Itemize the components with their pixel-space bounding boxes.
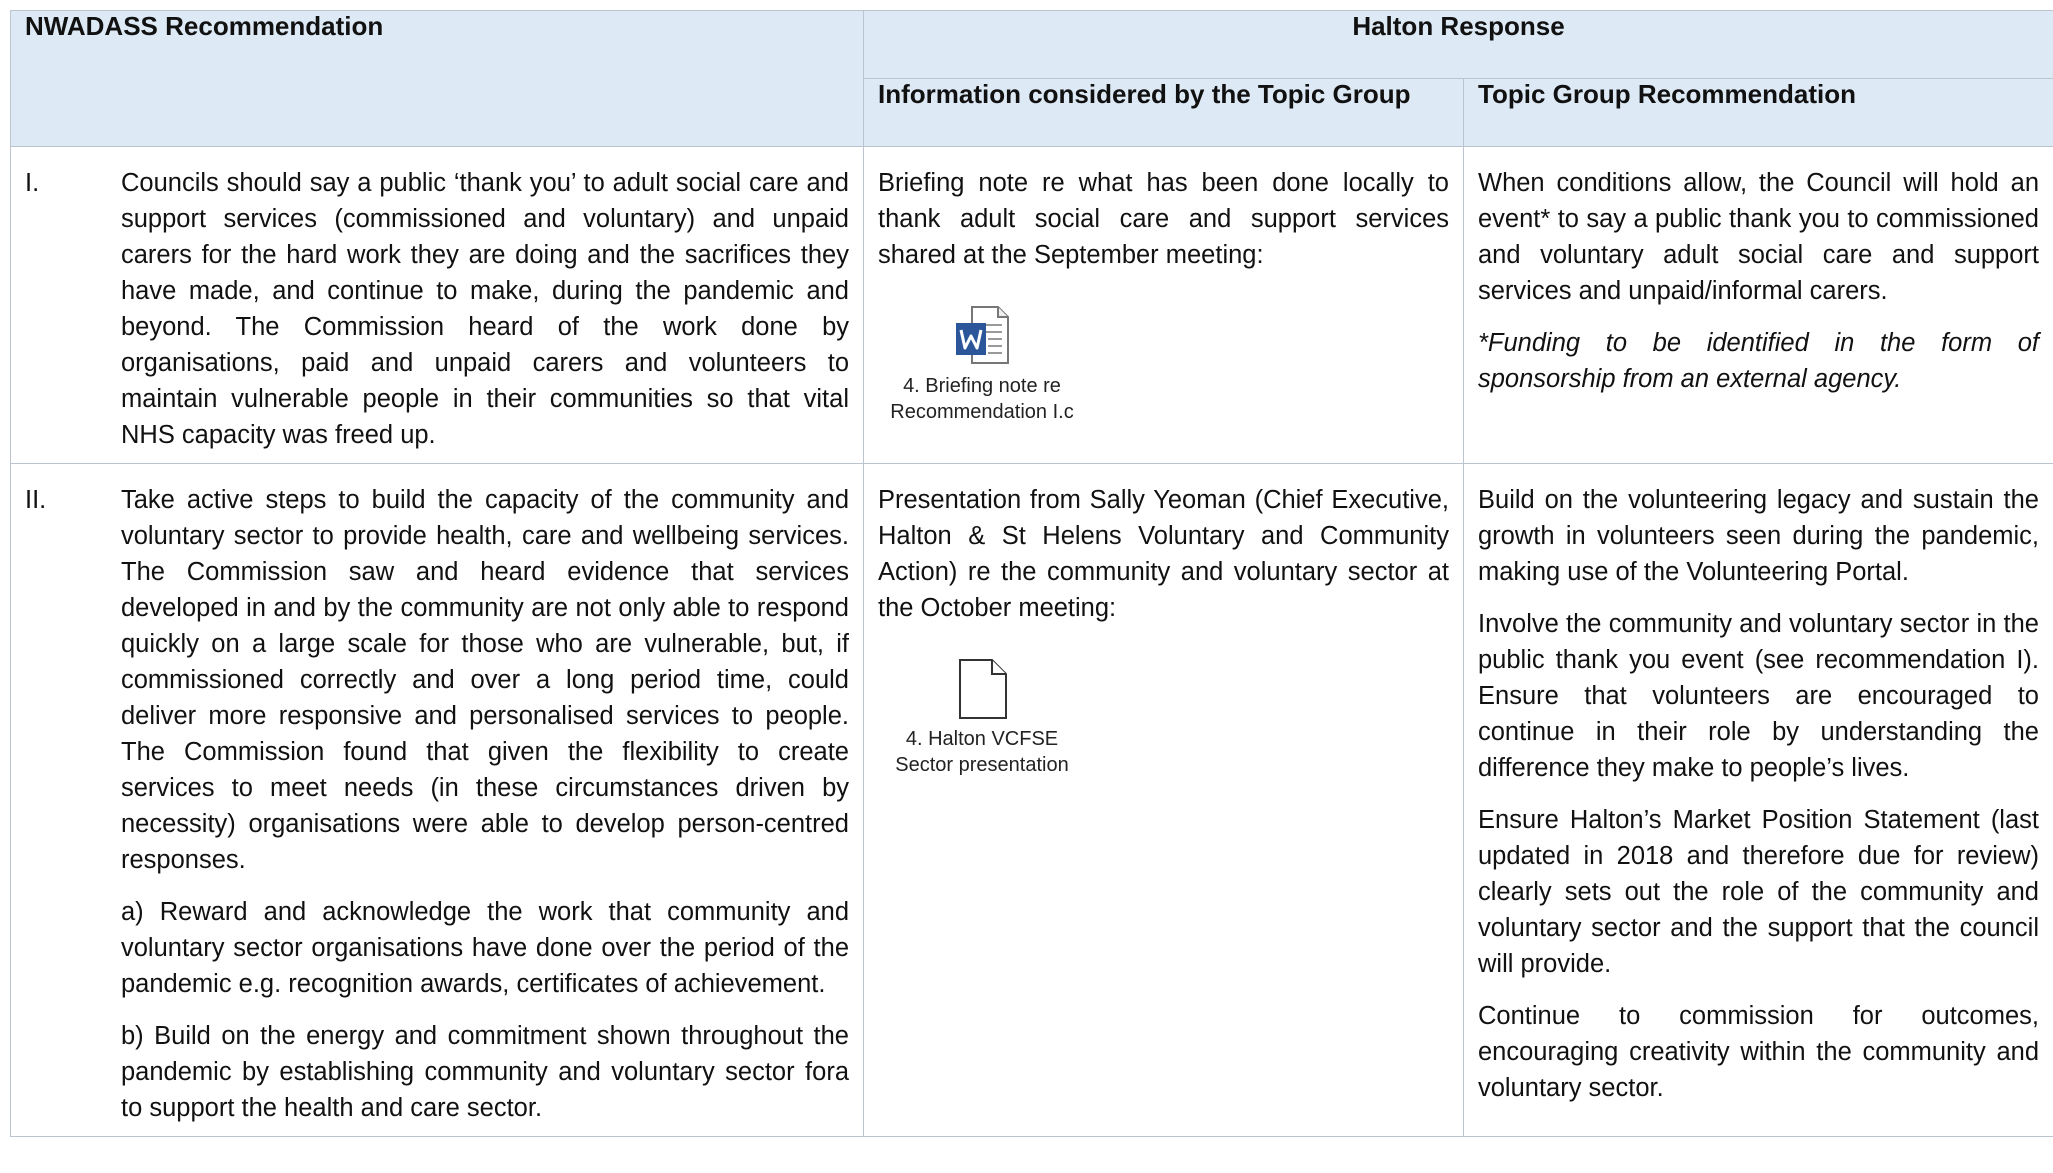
recommendation-cell bbox=[11, 464, 864, 1137]
topic-paragraph: Involve the community and voluntary sector in the public thank you event (see recommendation I). Ensure that volunteers are encouraged to continue in their role by understanding the difference they make to people’s lives. bbox=[1478, 610, 2039, 782]
header-info-considered: Information considered by the Topic Group bbox=[864, 79, 1464, 147]
info-text: Briefing note re what has been done locally to thank adult social care and support services shared at the September meeting: bbox=[878, 169, 1449, 269]
recommendations-table bbox=[10, 10, 2053, 1137]
recommendation-paragraph-b: b) Build on the energy and commitment shown throughout the pandemic by establishing community and voluntary sector fora to support the health and care sector. bbox=[121, 1022, 849, 1122]
topic-paragraph: Continue to commission for outcomes, encouraging creativity within the community and voluntary sector. bbox=[1478, 1002, 2039, 1102]
attachment-label-line1: 4. Halton VCFSE bbox=[905, 728, 1059, 750]
row-number: I. bbox=[25, 169, 40, 197]
attachment-label-line2: Sector presentation bbox=[895, 754, 1069, 776]
recommendation-cell bbox=[11, 147, 864, 464]
info-cell bbox=[864, 147, 1464, 464]
table-row bbox=[11, 464, 2053, 1137]
topic-cell bbox=[1464, 464, 2053, 1137]
topic-cell bbox=[1464, 147, 2053, 464]
attachment-vcfse-presentation[interactable] bbox=[878, 658, 1086, 778]
topic-paragraph: Ensure Halton’s Market Position Statement (last updated in 2018 and therefore due for review) clearly sets out the role of the community and voluntary sector and the support that the council will provide. bbox=[1478, 806, 2039, 978]
recommendation-paragraph-a: a) Reward and acknowledge the work that community and voluntary sector organisations have done over the period of the pandemic e.g. recognition awards, certificates of achievement. bbox=[121, 898, 849, 998]
table-row bbox=[11, 147, 2053, 464]
word-document-icon bbox=[878, 305, 1086, 367]
topic-paragraph: When conditions allow, the Council will hold an event* to say a public thank you to commissioned and voluntary adult social care and support services and unpaid/informal carers. bbox=[1478, 169, 2039, 305]
recommendation-paragraph: Councils should say a public ‘thank you’ to adult social care and support services (commissioned and voluntary) and unpaid carers for the hard work they are doing and the sacrifices they have made, and continue to make, during the pandemic and beyond. The Commission heard of the work done by organisations, paid and unpaid carers and volunteers to maintain vulnerable people in their communities so that vital NHS capacity was freed up. bbox=[121, 169, 849, 449]
topic-footnote: *Funding to be identified in the form of sponsorship from an external agency. bbox=[1478, 329, 2039, 393]
header-topic-recommendation: Topic Group Recommendation bbox=[1464, 79, 2053, 147]
document-page bbox=[10, 10, 2053, 1137]
info-cell bbox=[864, 464, 1464, 1137]
header-row-top bbox=[11, 11, 2053, 79]
attachment-label-line2: Recommendation I.c bbox=[890, 401, 1074, 423]
info-text: Presentation from Sally Yeoman (Chief Executive, Halton & St Helens Voluntary and Community Action) re the community and voluntary sector at the October meeting: bbox=[878, 486, 1449, 622]
attachment-briefing-note[interactable] bbox=[878, 305, 1086, 425]
topic-paragraph: Build on the volunteering legacy and sustain the growth in volunteers seen during the pandemic, making use of the Volunteering Portal. bbox=[1478, 486, 2039, 586]
recommendation-paragraph: Take active steps to build the capacity of the community and voluntary sector to provide health, care and wellbeing services. The Commission saw and heard evidence that services developed in and by the community are not only able to respond quickly on a large scale for those who are vulnerable, but, if commissioned correctly and over a long period time, could deliver more responsive and personalised services to people. The Commission found that given the flexibility to create services to meet needs (in these circumstances driven by necessity) organisations were able to develop person-centred responses. bbox=[121, 486, 849, 874]
generic-file-icon bbox=[878, 658, 1086, 720]
header-nwadass: NWADASS Recommendation bbox=[11, 11, 864, 147]
row-number: II. bbox=[25, 486, 47, 514]
attachment-label-line1: 4. Briefing note re bbox=[903, 375, 1061, 397]
header-halton-response: Halton Response bbox=[864, 11, 2053, 79]
